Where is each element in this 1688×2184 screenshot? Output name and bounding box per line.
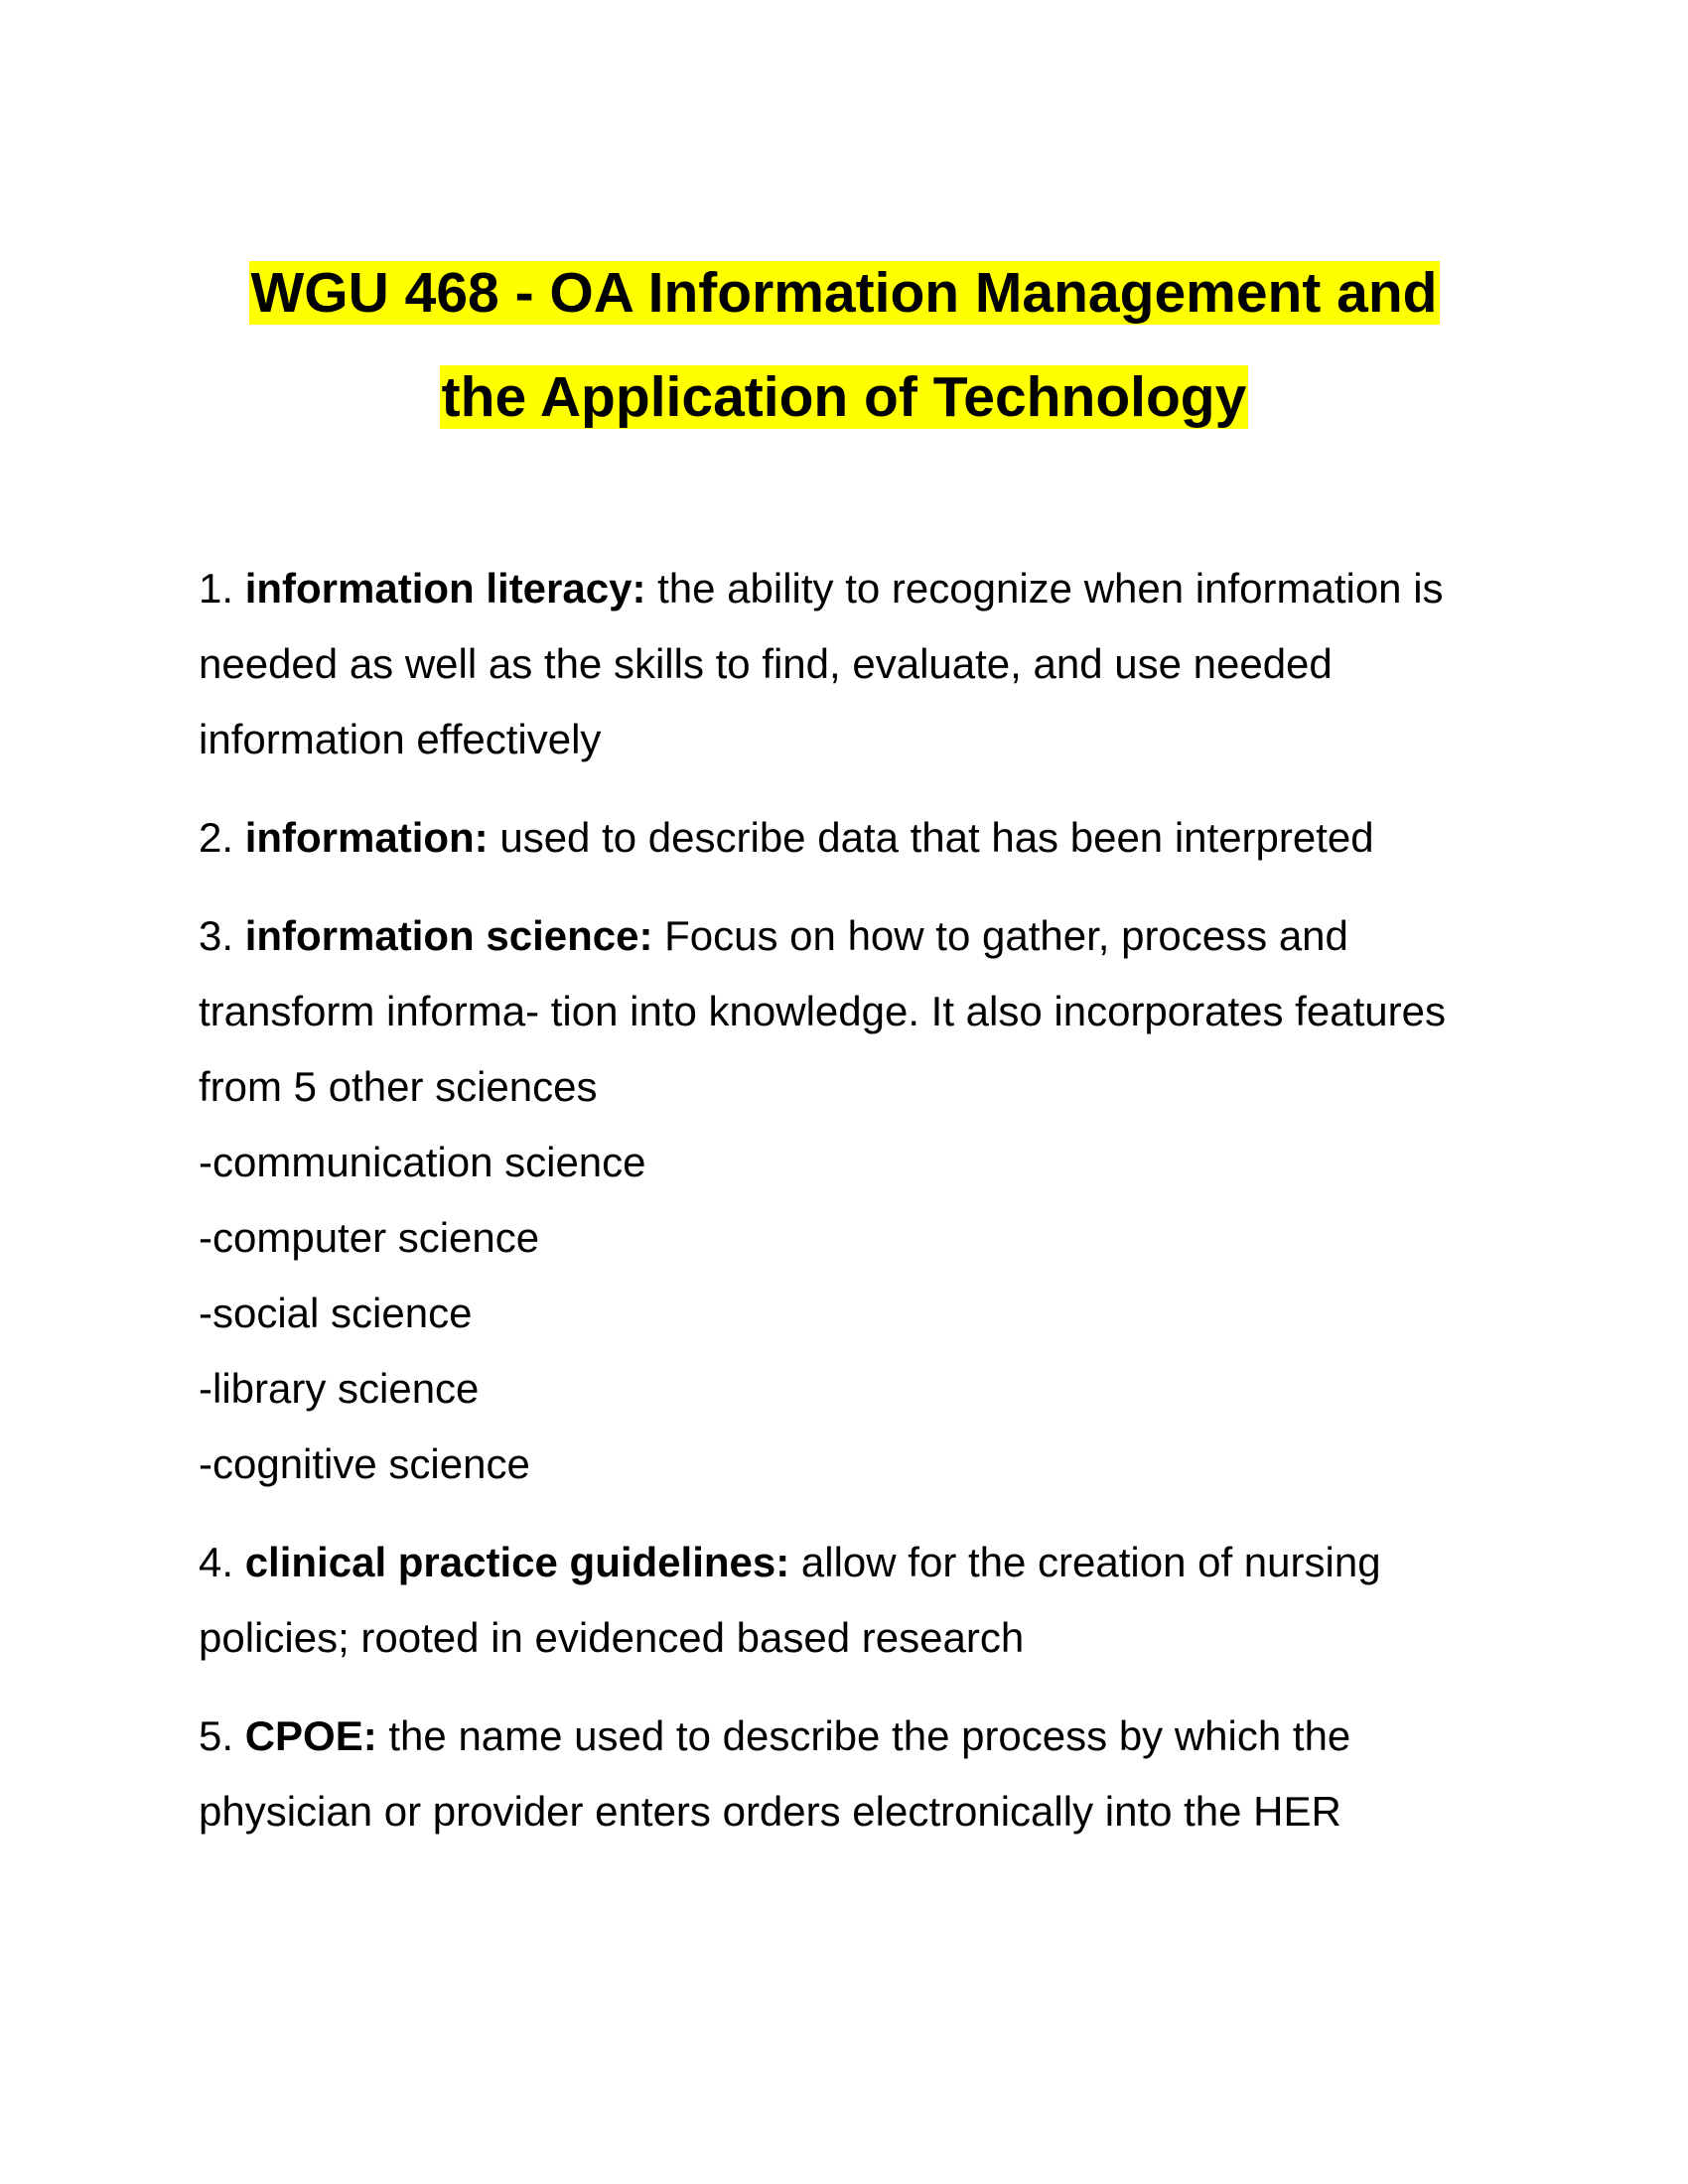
term-item-4 [199,1525,1509,1676]
term-paragraph [199,898,1509,1125]
term-number: 5. [199,1712,234,1759]
term-label: CPOE: [244,1712,377,1759]
sub-item-library-science: -library science [199,1365,480,1412]
document-title-line-2 [0,364,1688,430]
term-definition: the ability to recognize when information is needed as well as the skills to find, evaluate, and use needed information effectively [199,565,1444,762]
document-title-line-1 [0,260,1688,326]
terms-list [199,551,1509,1872]
term-item-1 [199,551,1509,777]
term-label: information science: [244,912,653,959]
term-number: 4. [199,1539,234,1585]
sub-item-cognitive-science: -cognitive science [199,1440,530,1487]
sub-item-communication-science: -communication science [199,1139,646,1185]
term-definition: used to describe data that has been interpreted [499,814,1374,861]
title-highlight-2: the Application of Technology [441,365,1247,429]
term-item-2 [199,800,1509,876]
term-number: 3. [199,912,234,959]
term-label: information literacy: [244,565,646,612]
term-label: information: [244,814,489,861]
title-highlight-1: WGU 468 - OA Information Management and [250,261,1438,325]
term-label: clinical practice guidelines: [244,1539,790,1585]
term-paragraph [199,800,1509,876]
term-number: 2. [199,814,234,861]
sub-item-computer-science: -computer science [199,1214,540,1261]
term-number: 1. [199,565,234,612]
term-paragraph [199,1525,1509,1676]
term-definition: Focus on how to gather, process and transform informa- tion into knowledge. It also incorporates features from 5 other sciences [199,912,1446,1110]
term-item-5 [199,1699,1509,1849]
term-definition: the name used to describe the process by which the physician or provider enters orders electronically into the HER [199,1712,1351,1835]
term-item-3 [199,898,1509,1502]
term-definition: allow for the creation of nursing policies; rooted in evidenced based research [199,1539,1381,1661]
term-paragraph [199,551,1509,777]
term-paragraph [199,1699,1509,1849]
sub-item-social-science: -social science [199,1290,473,1336]
